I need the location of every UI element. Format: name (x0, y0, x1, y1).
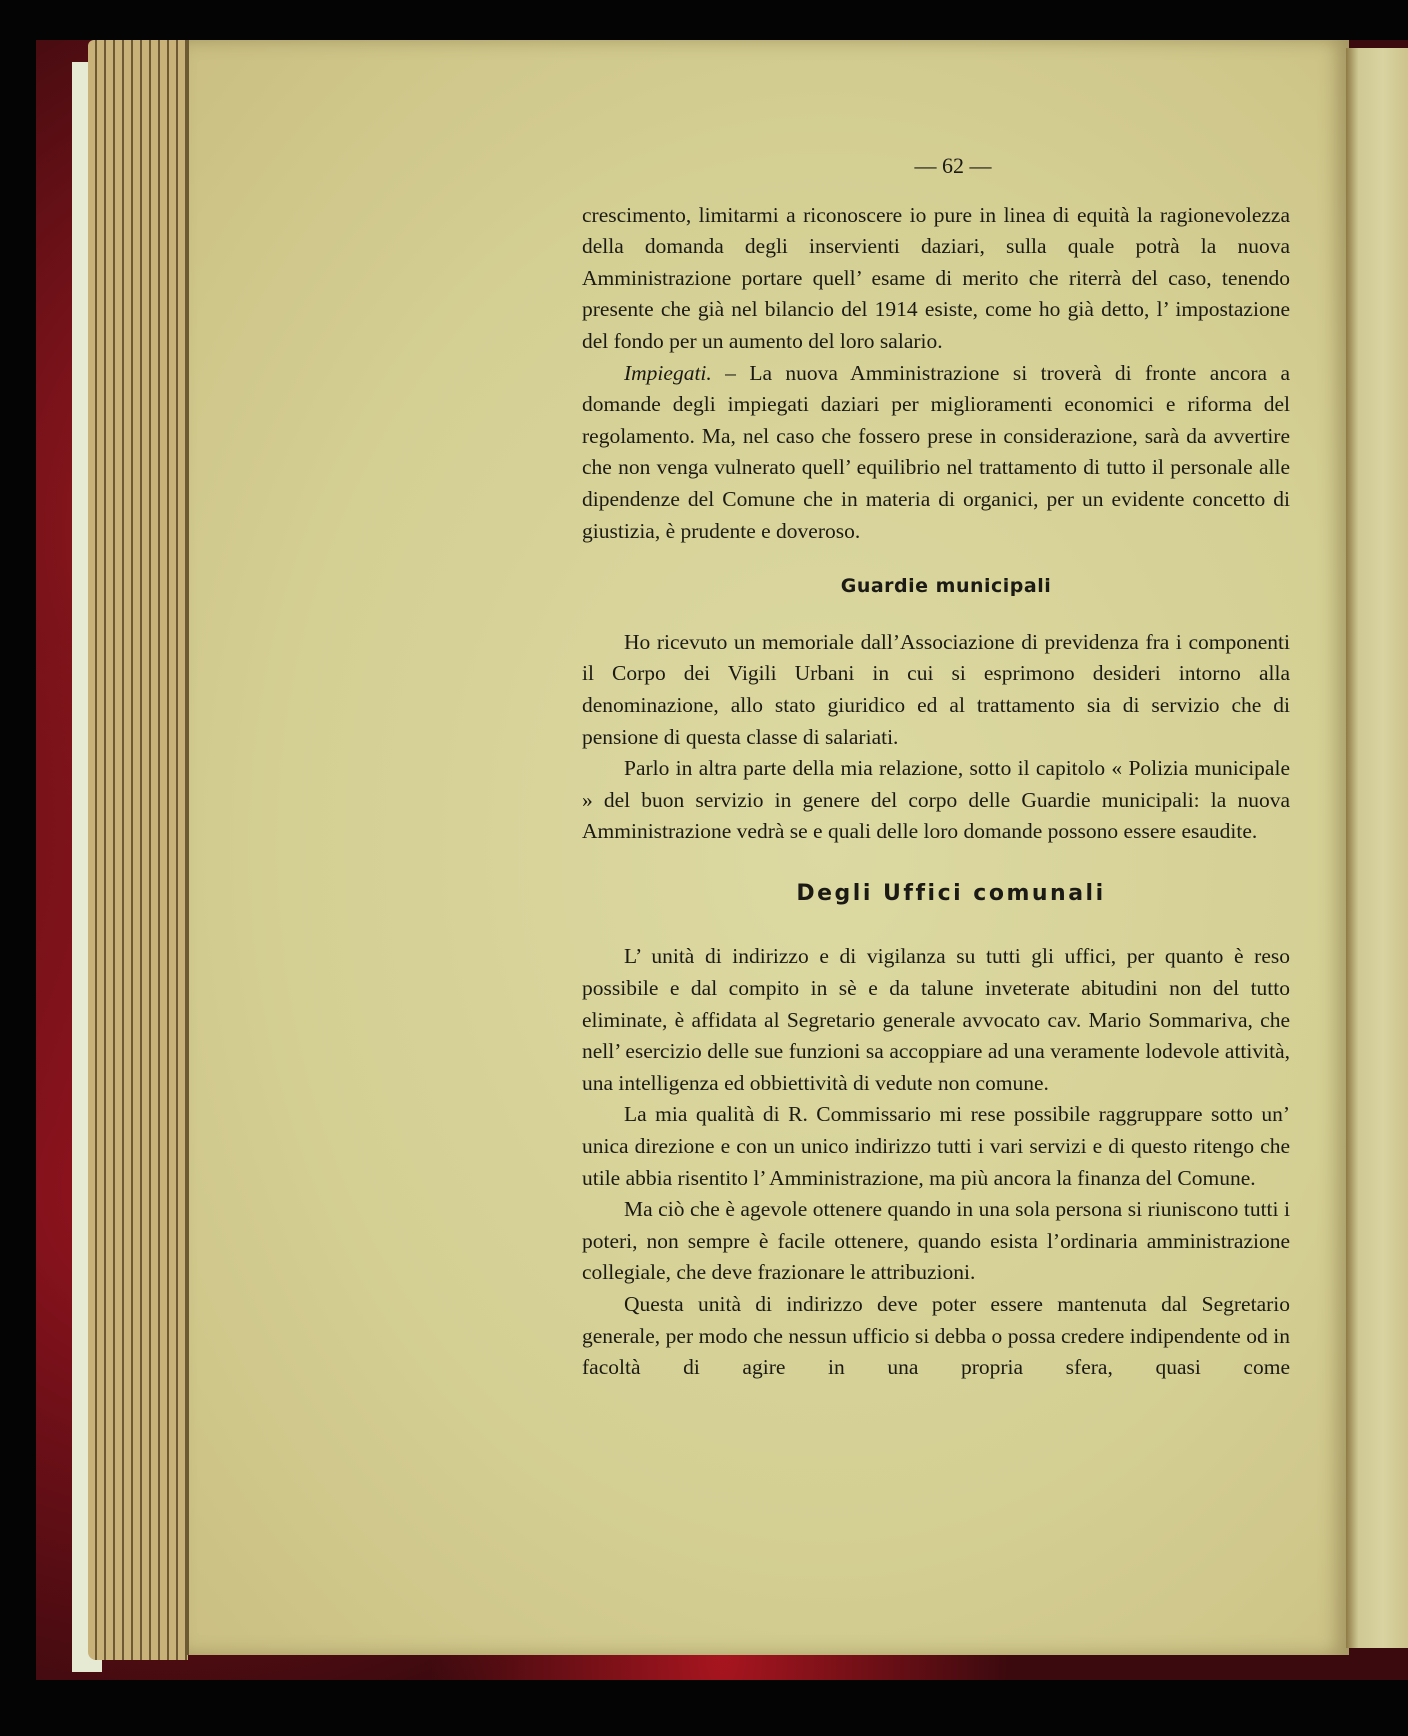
paragraph-uffici-1: L’ unità di indirizzo e di vigilanza su tutti gli uffici, per quanto è reso possibile e dal compito in sè e da talune inveterate abitudini non del tutto eliminate, è affidata al Segretario generale avvocato cav. Mario Sommariva, che nell’ esercizio delle sue funzioni sa accoppiare ad una veramente lodevole attività, una intelligenza ed obbiettività di vedute non comune. (582, 944, 1290, 1095)
paragraph-uffici-3: Ma ciò che è agevole ottenere quando in una sola persona si riuniscono tutti i poteri, non sempre è facile ottenere, quando esista l’ordinaria amministrazione collegiale, che deve frazionare le attribuzioni. (582, 1197, 1290, 1285)
paragraph-guardie-2: Parlo in altra parte della mia relazione, sotto il capitolo « Polizia municipale » del buon servizio in genere del corpo delle Guardie municipali: la nuova Amministrazione vedrà se e quali delle loro domande possono essere esaudite. (582, 756, 1290, 844)
impiegati-lead: Impiegati. (624, 360, 712, 385)
facing-page-gutter (1346, 48, 1408, 1648)
paragraph-intro: crescimento, limitarmi a riconoscere io pure in linea di equità la ragionevolezza della domanda degli inservienti daziari, sulla quale potrà la nuova Amministrazione portare quell’ esame di merito che riterrà del caso, tenendo presente che già nel bilancio del 1914 esiste, come ho già detto, l’ impostazione del fondo per un aumento del loro salario. (582, 202, 1290, 353)
heading-guardie-municipali: Guardie municipali (840, 575, 1052, 598)
page-text-block (582, 150, 1290, 1384)
paragraph-guardie-1: Ho ricevuto un memoriale dall’Associazione di previdenza fra i componenti il Corpo dei Vigili Urbani in cui si esprimono desideri intorno alla denominazione, allo stato giuridico ed al trattamento sia di servizio che di pensione di questa classe di salariati. (582, 629, 1290, 749)
heading-uffici-comunali: Degli Uffici comunali (796, 880, 1106, 906)
paragraph-impiegati (582, 358, 1290, 548)
page-edges-stack (88, 40, 188, 1660)
paragraph-uffici-2: La mia qualità di R. Commissario mi rese possibile raggruppare sotto un’ unica direzione e con un unico indirizzo tutti i vari servizi e di questo ritengo che utile abbia risentito l’ Amministrazione, ma più ancora la finanza del Comune. (582, 1102, 1290, 1190)
page-number: — 62 — (914, 153, 992, 178)
paragraph-uffici-4: Questa unità di indirizzo deve poter essere mantenuta dal Segretario generale, per modo che nessun ufficio si debba o possa credere indipendente od in facoltà di agire in una propria sfera, quasi come (582, 1292, 1290, 1380)
impiegati-text: – La nuova Amministrazione si troverà di fronte ancora a domande degli impiegati daziari per miglioramenti economici e riforma del regolamento. Ma, nel caso che fossero prese in considerazione, sarà da avvertire che non venga vulnerato quell’ equilibrio nel trattamento di tutto il personale alle dipendenze del Comune che in materia di organici, per un evidente concetto di giustizia, è prudente e doveroso. (582, 360, 1290, 543)
